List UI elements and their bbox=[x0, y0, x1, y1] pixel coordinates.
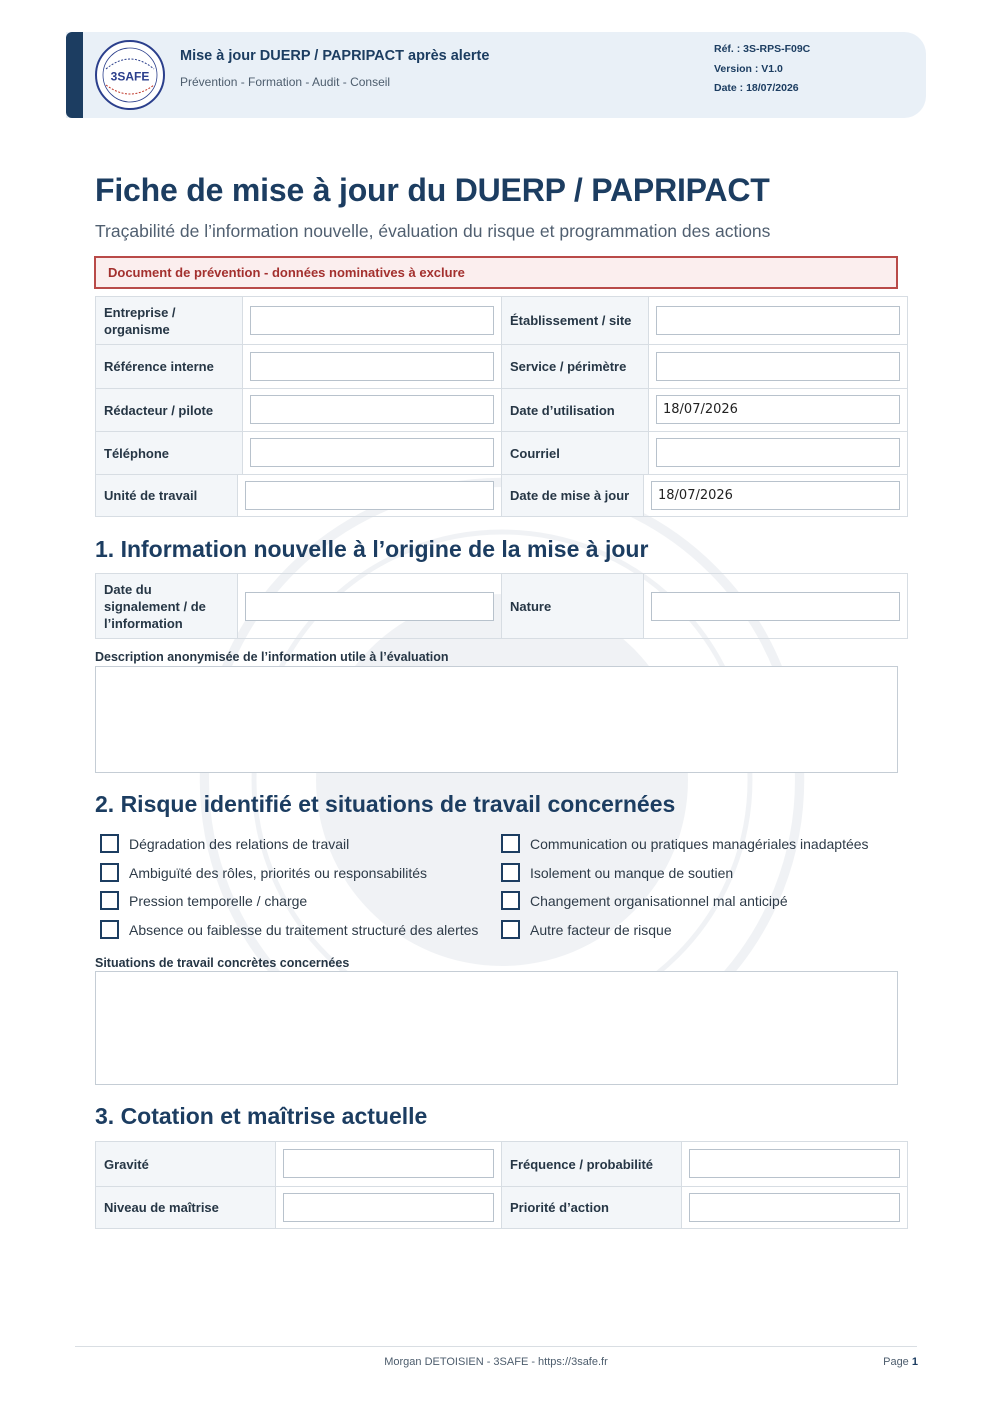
checkbox-box[interactable] bbox=[100, 920, 119, 939]
checkbox-box[interactable] bbox=[501, 920, 520, 939]
cell-nature bbox=[643, 574, 907, 638]
privacy-alert: Document de prévention - données nominatives à exclure bbox=[94, 256, 898, 289]
redacteur-field[interactable] bbox=[250, 395, 494, 424]
page-subtitle: Traçabilité de l’information nouvelle, évaluation du risque et programmation des actions bbox=[95, 221, 771, 241]
checkbox-traitement-alertes[interactable] bbox=[100, 920, 478, 939]
etablissement-field[interactable] bbox=[656, 306, 900, 335]
unite-travail-field[interactable] bbox=[245, 481, 494, 510]
document-version: Version : V1.0 bbox=[714, 62, 783, 75]
cell-date-mise-a-jour bbox=[643, 475, 907, 516]
checkbox-communication-managériale[interactable] bbox=[501, 834, 869, 853]
label-date-mise-a-jour: Date de mise à jour bbox=[502, 475, 643, 516]
checkbox-box[interactable] bbox=[100, 891, 119, 910]
checkbox-box[interactable] bbox=[501, 863, 520, 882]
footer-divider bbox=[75, 1346, 917, 1347]
checkbox-label: Absence ou faiblesse du traitement structuré des alertes bbox=[129, 921, 479, 938]
document-meta bbox=[714, 40, 810, 99]
checkbox-label: Communication ou pratiques managériales inadaptées bbox=[530, 835, 869, 852]
form-row bbox=[96, 474, 907, 516]
cell-niveau-maitrise bbox=[275, 1187, 502, 1228]
reference-field[interactable] bbox=[250, 352, 494, 381]
logo-text: 3SAFE bbox=[110, 69, 150, 84]
niveau-maitrise-field[interactable] bbox=[283, 1193, 494, 1222]
cell-entreprise bbox=[242, 297, 502, 344]
telephone-field[interactable] bbox=[250, 438, 494, 467]
cell-redacteur bbox=[242, 389, 502, 431]
header-subtitle: Prévention - Formation - Audit - Conseil bbox=[180, 75, 391, 89]
footer-text: Morgan DETOISIEN - 3SAFE - https://3safe.fr bbox=[384, 1356, 608, 1368]
entreprise-field[interactable] bbox=[250, 306, 494, 335]
header-title: Mise à jour DUERP / PAPRIPACT après alerte bbox=[180, 48, 490, 64]
page-title: Fiche de mise à jour du DUERP / PAPRIPACT bbox=[95, 172, 770, 208]
section-1-title: 1. Information nouvelle à l’origine de la mise à jour bbox=[95, 536, 649, 562]
label-courriel: Courriel bbox=[502, 432, 648, 474]
cell-gravite bbox=[275, 1142, 502, 1186]
date-mise-a-jour-field[interactable] bbox=[651, 481, 900, 510]
checkbox-autre-facteur[interactable] bbox=[501, 920, 672, 939]
frequence-field[interactable] bbox=[689, 1149, 900, 1178]
label-etablissement: Établissement / site bbox=[502, 297, 648, 344]
checkbox-label: Autre facteur de risque bbox=[530, 921, 672, 938]
checkbox-label: Pression temporelle / charge bbox=[129, 892, 308, 909]
checkbox-pression-temporelle[interactable] bbox=[100, 891, 307, 910]
cell-unite-travail bbox=[237, 475, 502, 516]
checkbox-ambiguite-roles[interactable] bbox=[100, 863, 427, 882]
form-row bbox=[96, 1142, 907, 1186]
checkbox-label: Isolement ou manque de soutien bbox=[530, 864, 734, 881]
label-redacteur: Rédacteur / pilote bbox=[96, 389, 242, 431]
section-3-title: 3. Cotation et maîtrise actuelle bbox=[95, 1103, 428, 1129]
page-label: Page bbox=[883, 1356, 909, 1368]
situations-label: Situations de travail concrètes concernées bbox=[95, 956, 350, 970]
checkbox-isolement[interactable] bbox=[501, 863, 733, 882]
label-date-signalement: Date du signalement / de l’information bbox=[96, 574, 237, 638]
information-grid bbox=[95, 573, 908, 639]
checkbox-label: Ambiguïté des rôles, priorités ou responsabilités bbox=[129, 864, 428, 881]
label-priorite-action: Priorité d’action bbox=[502, 1187, 681, 1228]
checkbox-label: Dégradation des relations de travail bbox=[129, 835, 350, 852]
label-nature: Nature bbox=[502, 574, 643, 638]
cell-date-utilisation bbox=[648, 389, 907, 431]
form-row bbox=[96, 431, 907, 474]
date-utilisation-field[interactable] bbox=[656, 395, 900, 424]
label-niveau-maitrise: Niveau de maîtrise bbox=[96, 1187, 275, 1228]
checkbox-box[interactable] bbox=[501, 834, 520, 853]
label-frequence: Fréquence / probabilité bbox=[502, 1142, 681, 1186]
company-logo bbox=[94, 39, 166, 111]
section-2-title: 2. Risque identifié et situations de travail concernées bbox=[95, 791, 676, 817]
label-telephone: Téléphone bbox=[96, 432, 242, 474]
priorite-action-field[interactable] bbox=[689, 1193, 900, 1222]
label-date-utilisation: Date d’utilisation bbox=[502, 389, 648, 431]
label-reference: Référence interne bbox=[96, 345, 242, 388]
checkbox-changement-organisationnel[interactable] bbox=[501, 891, 788, 910]
service-field[interactable] bbox=[656, 352, 900, 381]
header-accent-bar bbox=[66, 32, 83, 118]
checkbox-box[interactable] bbox=[100, 834, 119, 853]
cell-date-signalement bbox=[237, 574, 502, 638]
label-gravite: Gravité bbox=[96, 1142, 275, 1186]
date-signalement-field[interactable] bbox=[245, 592, 494, 621]
checkbox-label: Changement organisationnel mal anticipé bbox=[530, 892, 788, 909]
page-number bbox=[850, 1356, 918, 1368]
cell-service bbox=[648, 345, 907, 388]
situations-textarea[interactable] bbox=[95, 971, 898, 1085]
cell-telephone bbox=[242, 432, 502, 474]
document-reference: Réf. : 3S-RPS-F09C bbox=[714, 43, 811, 55]
cell-etablissement bbox=[648, 297, 907, 344]
cotation-grid bbox=[95, 1141, 908, 1229]
identification-grid bbox=[95, 296, 908, 517]
description-label: Description anonymisée de l’information utile à l’évaluation bbox=[95, 650, 449, 664]
label-entreprise: Entreprise / organisme bbox=[96, 297, 242, 344]
form-row bbox=[96, 388, 907, 431]
cell-courriel bbox=[648, 432, 907, 474]
cell-priorite-action bbox=[681, 1187, 907, 1228]
form-row bbox=[96, 1186, 907, 1228]
checkbox-box[interactable] bbox=[501, 891, 520, 910]
form-row bbox=[96, 297, 907, 344]
page-num: 1 bbox=[911, 1356, 918, 1368]
cell-frequence bbox=[681, 1142, 907, 1186]
form-row bbox=[96, 574, 907, 638]
label-unite-travail: Unité de travail bbox=[96, 475, 237, 516]
courriel-field[interactable] bbox=[656, 438, 900, 467]
document-date: Date : 18/07/2026 bbox=[714, 82, 799, 94]
form-row bbox=[96, 344, 907, 388]
checkbox-degradation-relations[interactable] bbox=[100, 834, 349, 853]
gravite-field[interactable] bbox=[283, 1149, 494, 1178]
description-textarea[interactable] bbox=[95, 666, 898, 773]
nature-field[interactable] bbox=[651, 592, 900, 621]
cell-reference bbox=[242, 345, 502, 388]
checkbox-box[interactable] bbox=[100, 863, 119, 882]
label-service: Service / périmètre bbox=[502, 345, 648, 388]
document-header bbox=[66, 32, 926, 118]
